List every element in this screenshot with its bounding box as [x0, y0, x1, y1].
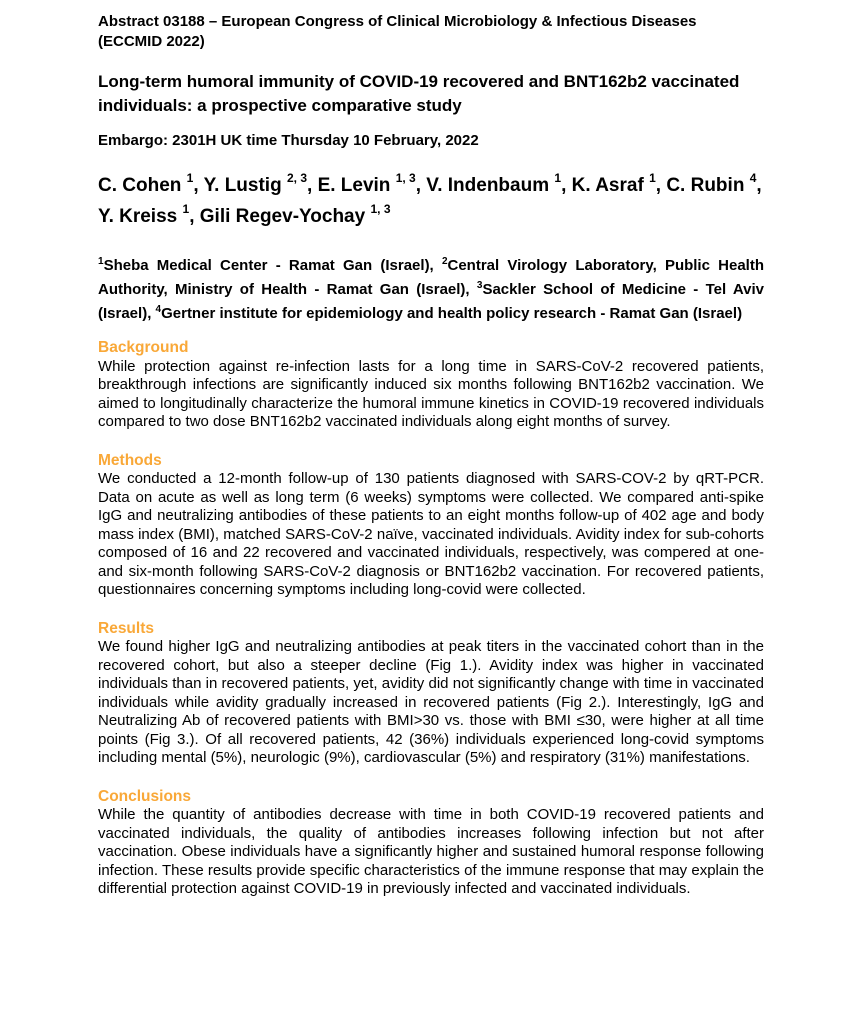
- author-superscript: 1, 3: [370, 201, 391, 216]
- author-name: C. Rubin: [666, 175, 745, 196]
- section-results: [98, 620, 764, 768]
- author-list: [98, 170, 764, 232]
- paper-title: Long-term humoral immunity of COVID-19 recovered and BNT162b2 vaccinated individuals: a prospective comparative study: [98, 72, 740, 115]
- section-background: [98, 339, 764, 432]
- author-separator: ,: [189, 206, 200, 227]
- author-superscript: 1, 3: [395, 170, 416, 185]
- affiliation-list: [98, 254, 764, 326]
- author-name: Y. Lustig: [203, 175, 282, 196]
- abstract-header: Abstract 03188 – European Congress of Clinical Microbiology & Infectious Diseases (ECCMID 2022): [98, 13, 697, 50]
- author-name: V. Indenbaum: [426, 175, 550, 196]
- author-separator: ,: [307, 175, 318, 196]
- author-name: K. Asraf: [571, 175, 644, 196]
- author-superscript: 1: [554, 170, 562, 185]
- author-separator: ,: [756, 175, 762, 196]
- author-superscript: 1: [649, 170, 656, 185]
- affiliation-text: Central Virology Laboratory, Public Health Authority, Ministry of Health - Ramat Gan (Israel),: [98, 257, 764, 298]
- affiliation-text: Sackler School of Medicine - Tel Aviv (Israel),: [98, 281, 764, 322]
- section-body-results: We found higher IgG and neutralizing antibodies at peak titers in the vaccinated cohort than in the recovered cohort, but also a steeper decline (Fig 1.). Avidity index was higher in vaccinated individuals than in recovered patients, yet, avidity did not significantly change with time in vaccinated individuals while avidity gradually increased in recovered patients (Fig 2.). Interestingly, IgG and Neutralizing Ab of recovered patients with BMI>30 vs. those with BMI ≤30, were higher at all time points (Fig 3.). Of all recovered patients, 42 (36%) individuals experienced long-covid symptoms including mental (5%), neurologic (9%), cardiovascular (5%) and respiratory (31%) manifestations.: [98, 638, 764, 766]
- section-body-methods: We conducted a 12-month follow-up of 130 patients diagnosed with SARS-COV-2 by qRT-PCR. Data on acute as well as long term (6 weeks) symptoms were collected. We compared anti-spike IgG and neutralizing antibodies of these patients to an eight months follow-up of 402 age and body mass index (BMI), matched SARS-CoV-2 naïve, vaccinated individuals. Avidity index for sub-cohorts composed of 16 and 22 recovered and vaccinated individuals, respectively, was compered at one- and six-month following SARS-CoV-2 diagnosis or BNT162b2 vaccination. For recovered patients, questionnaires concerning symptoms including long-covid were collected.: [98, 470, 764, 598]
- author-name: E. Levin: [317, 175, 391, 196]
- author-superscript: 2, 3: [286, 170, 307, 185]
- section-body-conclusions: While the quantity of antibodies decrease with time in both COVID-19 recovered patients and vaccinated individuals, the quality of antibodies increases following infection but not after vaccination. Obese individuals have a significantly higher and sustained humoral response following infection. These results provide specific characteristics of the immune response that may explain the differential protection against COVID-19 in previously infected and vaccinated individuals.: [98, 806, 764, 897]
- section-heading-results: Results: [98, 619, 154, 637]
- section-heading-background: Background: [98, 339, 189, 356]
- author-superscript: 1: [182, 201, 190, 216]
- author-name: Gili Regev-Yochay: [199, 206, 366, 227]
- author-name: C. Cohen: [98, 175, 182, 196]
- affiliation-superscript: 4: [155, 304, 162, 315]
- author-separator: ,: [415, 175, 427, 196]
- affiliation-superscript: 3: [476, 280, 483, 291]
- affiliation-superscript: 1: [98, 256, 104, 267]
- section-methods: [98, 452, 764, 600]
- affiliation-text: Sheba Medical Center - Ramat Gan (Israel),: [103, 257, 442, 274]
- author-separator: ,: [561, 175, 572, 196]
- author-separator: ,: [193, 175, 204, 196]
- section-conclusions: [98, 788, 764, 899]
- author-superscript: 1: [186, 170, 194, 185]
- affiliation-superscript: 2: [441, 256, 448, 267]
- abstract-page: [98, 0, 764, 899]
- section-heading-conclusions: Conclusions: [98, 787, 192, 805]
- author-superscript: 4: [749, 170, 757, 185]
- section-heading-methods: Methods: [98, 451, 162, 469]
- author-name: Y. Kreiss: [98, 206, 178, 227]
- author-separator: ,: [655, 175, 667, 196]
- embargo-note: Embargo: 2301H UK time Thursday 10 February, 2022: [98, 132, 479, 149]
- affiliation-text: Gertner institute for epidemiology and health policy research - Ramat Gan (Israel): [161, 305, 743, 322]
- section-body-background: While protection against re-infection lasts for a long time in SARS-CoV-2 recovered patients, breakthrough infections are significantly induced six months following BNT162b2 vaccination. We aimed to longitudinally characterize the humoral immune kinetics in COVID-19 recovered individuals compared to two dose BNT162b2 vaccinated individuals along eight months of survey.: [98, 357, 764, 430]
